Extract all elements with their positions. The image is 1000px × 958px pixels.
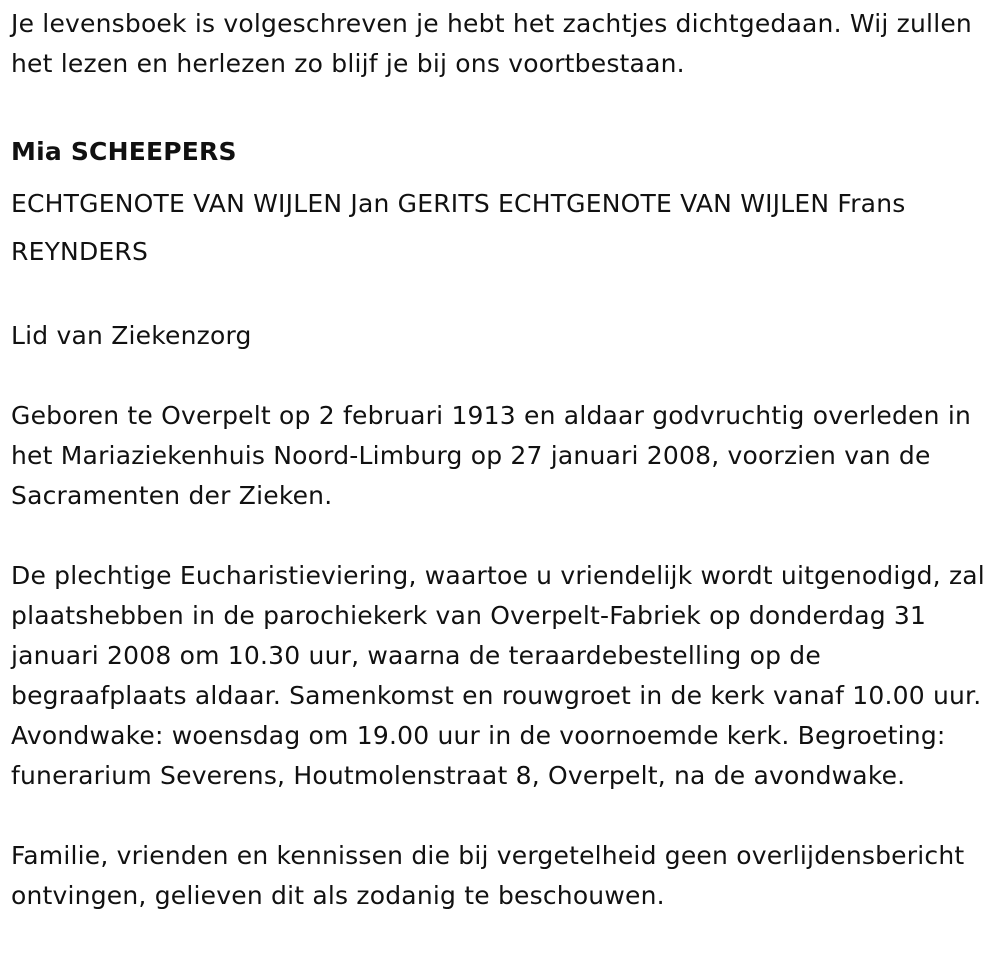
birth-death-paragraph: Geboren te Overpelt op 2 februari 1913 en aldaar godvruchtig overleden in het Mariaziekenhuis Noord-Limburg op 27 januari 2008, voorzien van de Sacramenten der Zieken. bbox=[11, 401, 972, 510]
spouse-line: ECHTGENOTE VAN WIJLEN Jan GERITS ECHTGENOTE VAN WIJLEN Frans REYNDERS bbox=[11, 189, 906, 266]
obituary-notice bbox=[11, 4, 991, 916]
memorial-verse: Je levensboek is volgeschreven je hebt het zachtjes dichtgedaan. Wij zullen het lezen en herlezen zo blijf je bij ons voortbestaan. bbox=[11, 9, 972, 78]
membership-line: Lid van Ziekenzorg bbox=[11, 321, 252, 350]
ceremony-paragraph: De plechtige Eucharistieviering, waartoe u vriendelijk wordt uitgenodigd, zal plaatshebben in de parochiekerk van Overpelt-Fabriek op donderdag 31 januari 2008 om 10.30 uur, waarna de teraardebestelling op de begraafplaats aldaar. Samenkomst en rouwgroet in de kerk vanaf 10.00 uur. Avondwake: woensdag om 19.00 uur in de voornoemde kerk. Begroeting: funerarium Severens, Houtmolenstraat 8, Overpelt, na de avondwake. bbox=[11, 561, 985, 790]
closing-paragraph: Familie, vrienden en kennissen die bij vergetelheid geen overlijdensbericht ontvingen, gelieven dit als zodanig te beschouwen. bbox=[11, 841, 965, 910]
deceased-name: Mia SCHEEPERS bbox=[11, 137, 237, 166]
